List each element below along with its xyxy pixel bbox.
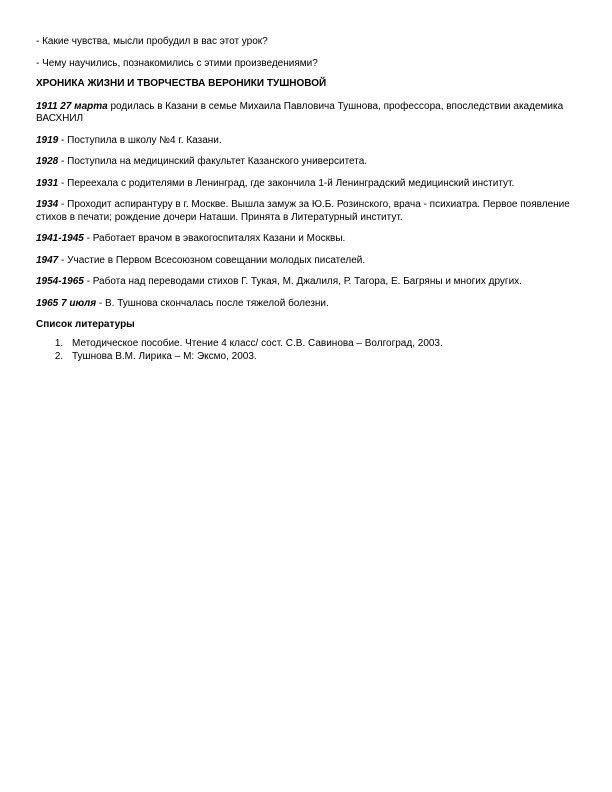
chronicle-text: - В. Тушнова скончалась после тяжелой болезни. <box>96 297 329 309</box>
chronicle-text: родилась в Казани в семье Михаила Павловича Тушнова, профессора, впоследствии академика ВАСХНИЛ <box>36 100 564 124</box>
chronicle-text: - Поступила на медицинский факультет Казанского университета. <box>58 156 368 167</box>
chronicle-heading: ХРОНИКА ЖИЗНИ И ТВОРЧЕСТВА ВЕРОНИКИ ТУШНОВОЙ <box>36 78 327 89</box>
bibliography-item: 2. Тушнова В.М. Лирика – М: Эксмо, 2003. <box>66 351 576 364</box>
chronicle-text: - Работает врачом в эвакогоспиталях Казани и Москвы. <box>83 233 346 244</box>
bibliography-item: 1. Методическое пособие. Чтение 4 класс/ сост. С.В. Савинова – Волгоград, 2003. <box>66 338 576 351</box>
chronicle-date: 1954-1965 <box>36 276 84 287</box>
chronicle-date: 1965 7 июля <box>36 297 97 309</box>
question-feelings: - Какие чувства, мысли пробудил в вас этот урок? <box>36 36 268 47</box>
chronicle-text: - Поступила в школу №4 г. Казани. <box>58 134 222 146</box>
chronicle-text: - Участие в Первом Всесоюзном совещании молодых писателей. <box>58 254 366 266</box>
chronicle-text: - Работа над переводами стихов Г. Тукая, М. Джалиля, Р. Тагора, Е. Багряны и многих других. <box>83 276 522 287</box>
chronicle-entry-1941-1945 <box>36 233 576 246</box>
chronicle-entry-1931 <box>36 178 576 191</box>
bibliography-title: Список литературы <box>36 319 135 330</box>
chronicle-entry-1928 <box>36 156 576 169</box>
chronicle-entry-1965 <box>36 298 576 311</box>
chronicle-date: 1947 <box>36 254 59 266</box>
chronicle-date: 1928 <box>36 156 59 167</box>
chronicle-entry-1947 <box>36 255 576 268</box>
chronicle-entry-1911 <box>36 101 576 126</box>
chronicle-entry-1919 <box>36 135 576 148</box>
bibliography-list <box>36 338 576 364</box>
chronicle-date: 1931 <box>36 177 59 189</box>
chronicle-entry-1934 <box>36 199 576 224</box>
chronicle-date: 1934 <box>36 199 59 210</box>
document-page <box>36 36 576 365</box>
question-learned: - Чему научились, познакомились с этими произведениями? <box>36 57 318 69</box>
chronicle-text: - Переехала с родителями в Ленинград, где закончила 1-й Ленинградский медицинский институт. <box>58 177 515 189</box>
chronicle-entry-1954-1965 <box>36 276 576 289</box>
chronicle-date: 1911 27 марта <box>36 100 108 112</box>
chronicle-text: - Проходит аспирантуру в г. Москве. Вышла замуж за Ю.Б. Розинского, врача - психиатра. Первое появление стихов в печати; рождение дочери Наташи. Принята в Литературный институт. <box>36 199 570 223</box>
chronicle-date: 1919 <box>36 134 59 146</box>
chronicle-date: 1941-1945 <box>36 233 84 244</box>
